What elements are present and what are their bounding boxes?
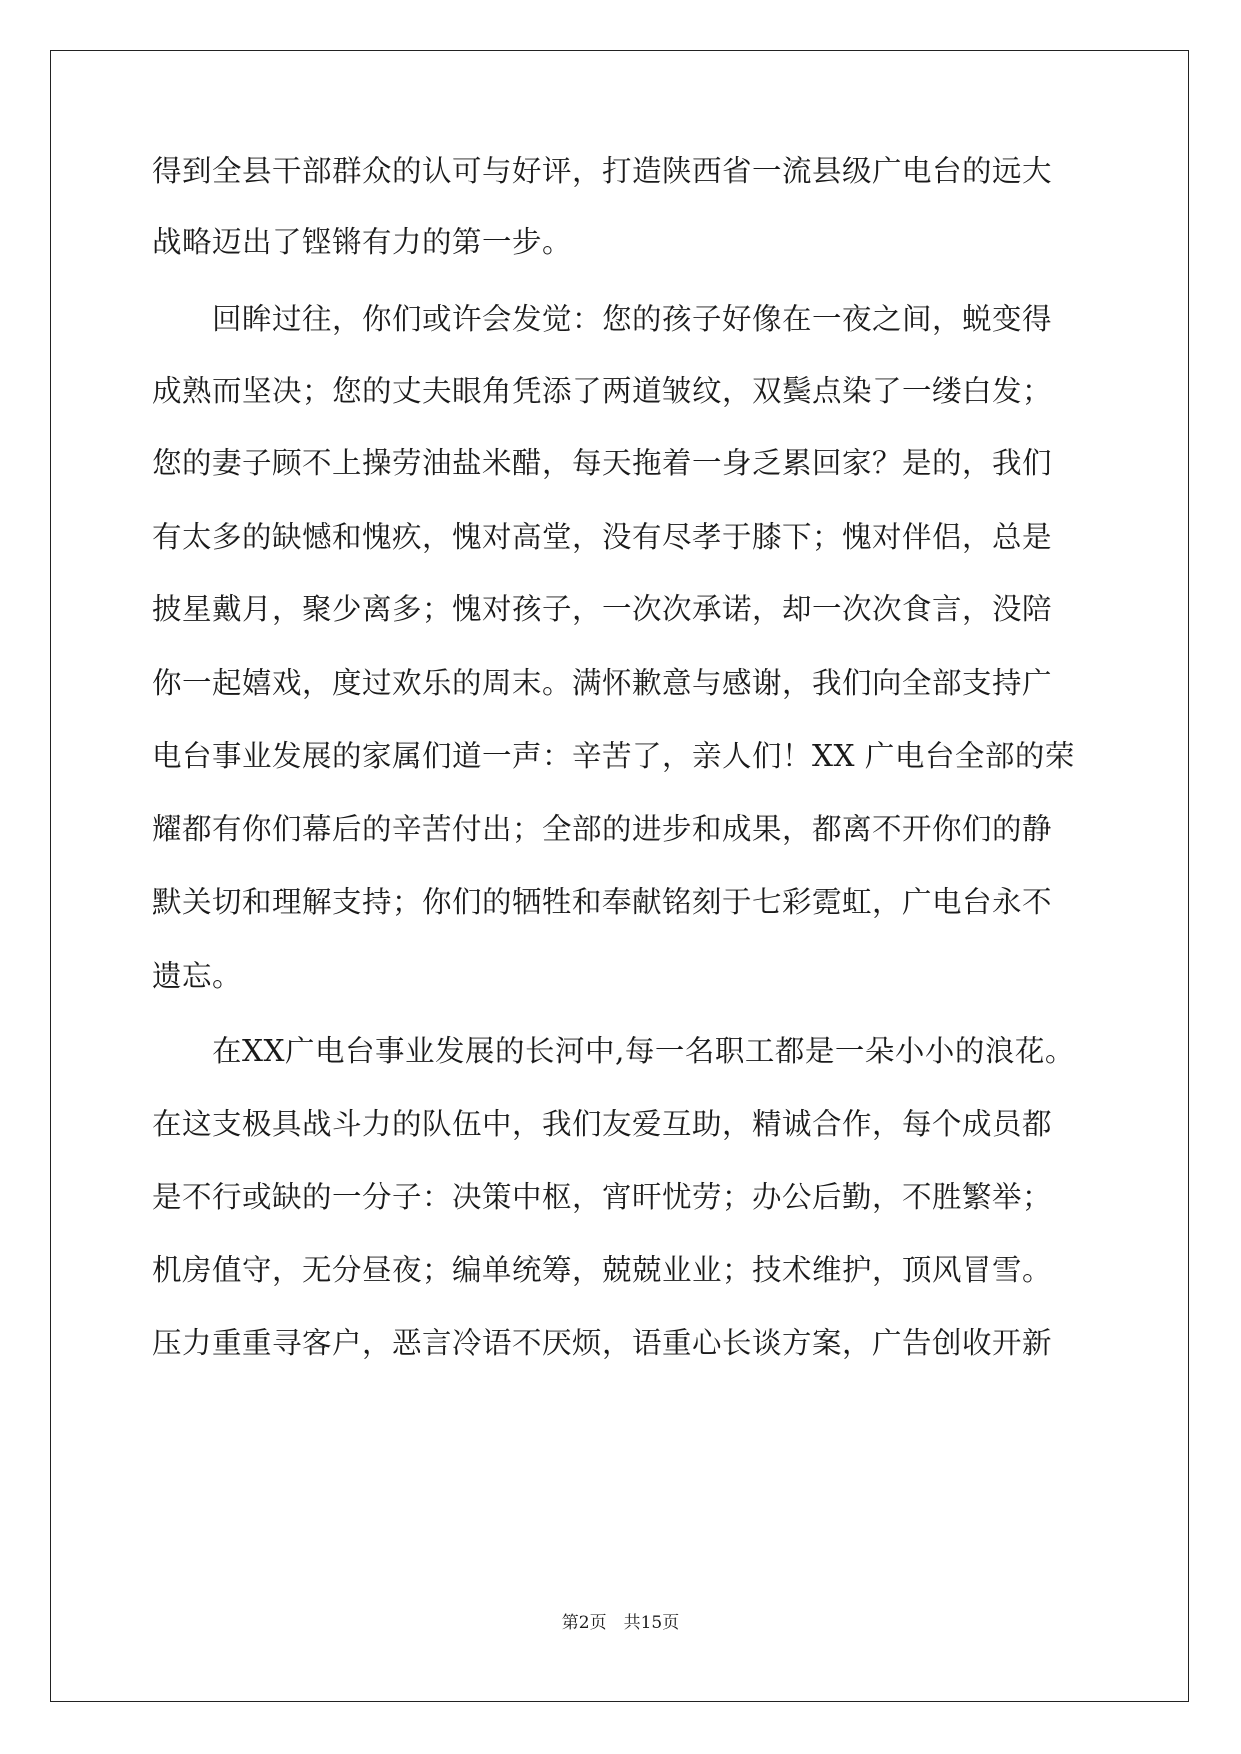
text-line: 您的妻子顾不上操劳油盐米醋，每天拖着一身乏累回家？是的，我们 bbox=[152, 446, 1053, 480]
text-line: 披星戴月，聚少离多；愧对孩子，一次次承诺，却一次次食言，没陪 bbox=[152, 592, 1053, 626]
text-line: 回眸过往，你们或许会发觉：您的孩子好像在一夜之间，蜕变得 bbox=[152, 302, 1053, 336]
text-line: 耀都有你们幕后的辛苦付出；全部的进步和成果，都离不开你们的静 bbox=[152, 812, 1053, 846]
page-border bbox=[50, 50, 1189, 1702]
text-line: 战略迈出了铿锵有力的第一步。 bbox=[152, 225, 573, 259]
text-line: 得到全县干部群众的认可与好评，打造陕西省一流县级广电台的远大 bbox=[152, 154, 1053, 188]
text-line: 机房值守，无分昼夜；编单统筹，兢兢业业；技术维护，顶风冒雪。 bbox=[152, 1253, 1053, 1287]
text-line: 压力重重寻客户，恶言冷语不厌烦，语重心长谈方案，广告创收开新 bbox=[152, 1326, 1053, 1360]
text-line: 遗忘。 bbox=[152, 959, 243, 993]
text-line: 电台事业发展的家属们道一声：辛苦了，亲人们！XX 广电台全部的荣 bbox=[152, 739, 1075, 773]
text-line: 默关切和理解支持；你们的牺牲和奉献铭刻于七彩霓虹，广电台永不 bbox=[152, 885, 1053, 919]
text-line: 有太多的缺憾和愧疚，愧对高堂，没有尽孝于膝下；愧对伴侣，总是 bbox=[152, 520, 1053, 554]
page-number-footer: 第2页 共15页 bbox=[561, 1613, 680, 1633]
text-line: 成熟而坚决；您的丈夫眼角凭添了两道皱纹，双鬓点染了一缕白发； bbox=[152, 374, 1053, 408]
text-line: 在这支极具战斗力的队伍中，我们友爱互助，精诚合作，每个成员都 bbox=[152, 1107, 1053, 1141]
text-line: 是不行或缺的一分子：决策中枢，宵旰忧劳；办公后勤，不胜繁举； bbox=[152, 1180, 1053, 1214]
text-line: 你一起嬉戏，度过欢乐的周末。满怀歉意与感谢，我们向全部支持广 bbox=[152, 666, 1053, 700]
text-line: 在XX广电台事业发展的长河中,每一名职工都是一朵小小的浪花。 bbox=[152, 1034, 1075, 1068]
